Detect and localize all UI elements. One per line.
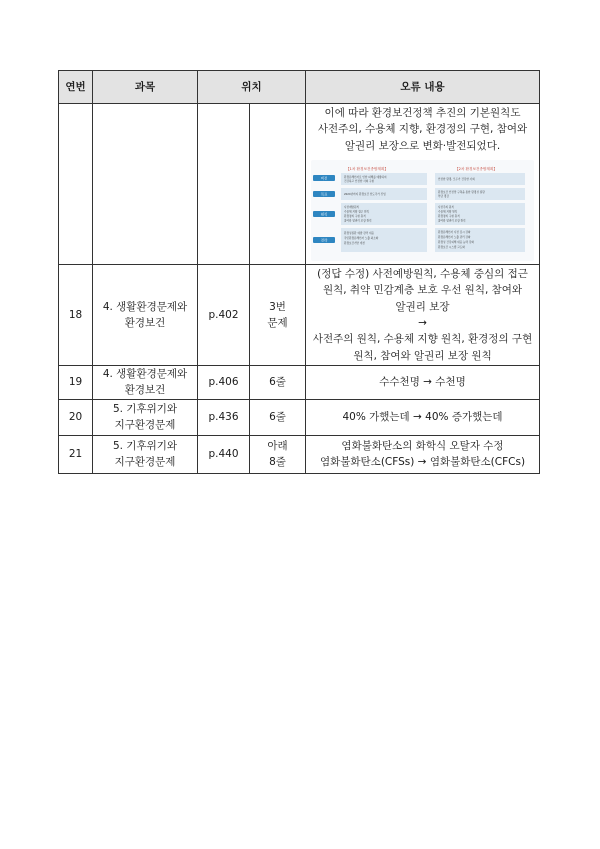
cell-line-empty	[250, 104, 306, 265]
left-plan-title: 【1차 환경보건종합계획】	[346, 166, 388, 171]
table-header-row	[59, 71, 540, 104]
policy-plan-figure	[311, 160, 534, 261]
subject-line: 5. 기후위기와	[112, 402, 178, 415]
table-row	[59, 399, 540, 435]
left-vision-text: 건강하고 안전한 사회 구현	[344, 179, 375, 183]
right-principle-text: 참여와 알권리 보장 원칙	[438, 219, 466, 223]
plan-comparison-diagram	[311, 163, 531, 259]
left-vision-box	[341, 173, 427, 185]
cell-no-empty	[59, 104, 93, 265]
right-goal-text: 부담 경감	[438, 194, 449, 198]
label-strategy: 전략	[320, 238, 328, 243]
right-goal-box	[435, 188, 525, 200]
cell-line: 6줄	[250, 399, 306, 435]
left-strategy-text: 환경성질환 예방 관리 대응	[344, 231, 375, 235]
cell-no: 21	[59, 435, 93, 473]
table-row-continuation	[59, 104, 540, 265]
cell-no: 19	[59, 366, 93, 400]
right-strategy-text: 환경보건 시스템 고도화	[438, 245, 465, 249]
cell-subject	[93, 366, 198, 400]
right-principle-text: 환경정의 구현 원칙	[438, 214, 460, 218]
header-subject: 과목	[93, 71, 198, 104]
content-line: 염화불화탄소의 화학식 오탈자 수정	[341, 439, 504, 452]
right-plan-title: 【2차 환경보건종합계획】	[455, 166, 497, 171]
subject-line: 4. 생활환경문제와	[102, 300, 188, 313]
cell-content	[306, 399, 540, 435]
left-vision-text: 환경유해인자로 인한 피해를 예방하여	[344, 175, 387, 179]
content-line: 이에 따라 환경보건정책 추진의 기본원칙도	[324, 107, 521, 120]
subject-line: 환경보건	[124, 384, 166, 397]
content-line: 수수천명 → 수천명	[379, 376, 466, 389]
left-principle-text: 참여와 알권리 보장 원칙	[344, 219, 372, 223]
cell-content	[306, 265, 540, 366]
left-strategy-text: 환경보건기반 개선	[344, 241, 365, 245]
subject-line: 환경보건	[124, 317, 166, 329]
subject-line: 지구환경문제	[114, 456, 176, 469]
header-no: 연번	[59, 71, 93, 104]
cell-content	[306, 435, 540, 473]
content-line: 알권리 보장	[395, 300, 450, 313]
left-principle-text: 환경정의 구현 원칙	[344, 214, 366, 218]
subject-line: 5. 기후위기와	[112, 439, 178, 452]
cell-page-empty	[198, 104, 250, 265]
cell-subject	[93, 399, 198, 435]
label-principle: 원칙	[320, 212, 328, 217]
label-goal: 목표	[320, 192, 328, 197]
left-goal-text: 2020년까지 환경보건 선도국가 진입	[344, 192, 386, 196]
right-strategy-text: 환경유해인자 노출 관리 강화	[438, 235, 471, 239]
line-ref: 3번	[269, 300, 286, 313]
table-row	[59, 435, 540, 473]
cell-page: p.402	[198, 265, 250, 366]
cell-line	[250, 435, 306, 473]
line-ref: 아래	[267, 439, 288, 452]
cell-no: 18	[59, 265, 93, 366]
right-vision-text: 안전한 환경, 모두가 건강한 사회	[438, 177, 475, 181]
line-ref: 문제	[267, 317, 288, 329]
cell-subject	[93, 265, 198, 366]
header-content: 오류 내용	[306, 71, 540, 104]
table-row	[59, 366, 540, 400]
cell-line	[250, 265, 306, 366]
content-line: 알권리 보장으로 변화·발전되었다.	[344, 139, 501, 152]
cell-content	[306, 366, 540, 400]
content-line: 40% 가했는데 → 40% 증가했는데	[342, 410, 503, 423]
line-ref: 8줄	[269, 456, 286, 469]
cell-content-continuation	[306, 104, 540, 265]
header-location: 위치	[198, 71, 306, 104]
label-vision: 비전	[320, 176, 328, 181]
left-principle-text: 수용체 지향 접근 원칙	[344, 210, 370, 214]
left-principle-text: 사전예방원칙	[344, 205, 360, 209]
content-line: (정답 수정) 사전예방원칙, 수용체 중심의 접근	[317, 268, 528, 281]
content-line: 원칙, 참여와 알권리 보장 원칙	[353, 349, 492, 362]
content-line: 사전주의, 수용체 지향, 환경정의 구현, 참여와	[317, 123, 528, 136]
cell-page: p.406	[198, 366, 250, 400]
cell-page: p.436	[198, 399, 250, 435]
cell-line: 6줄	[250, 366, 306, 400]
cell-subject-empty	[93, 104, 198, 265]
right-goal-text: 환경보건 안전망 구축을 통한 환경성 질환	[438, 190, 485, 194]
table-row	[59, 265, 540, 366]
right-strategy-text: 환경성 건강피해 대응 능력 강화	[438, 240, 474, 244]
content-line: 염화불화탄소(CFSs) → 염화불화탄소(CFCs)	[319, 456, 526, 469]
content-line: 사전주의 원칙, 수용체 지향 원칙, 환경정의 구현	[312, 333, 533, 346]
left-strategy-text: 국민환경유해인자 노출 최소화	[344, 236, 379, 240]
right-principle-text: 사전주의 원칙	[438, 205, 454, 209]
right-principle-text: 수용체 지향 원칙	[438, 210, 458, 214]
cell-no: 20	[59, 399, 93, 435]
right-strategy-text: 환경유해인자 사전 감시 강화	[438, 230, 471, 234]
arrow-icon: →	[418, 317, 427, 329]
content-line: 원칙, 취약 민감계층 보호 우선 원칙, 참여와	[322, 284, 523, 297]
cell-subject	[93, 435, 198, 473]
subject-line: 지구환경문제	[114, 419, 176, 432]
errata-table	[58, 70, 540, 474]
cell-page: p.440	[198, 435, 250, 473]
subject-line: 4. 생활환경문제와	[102, 368, 188, 380]
